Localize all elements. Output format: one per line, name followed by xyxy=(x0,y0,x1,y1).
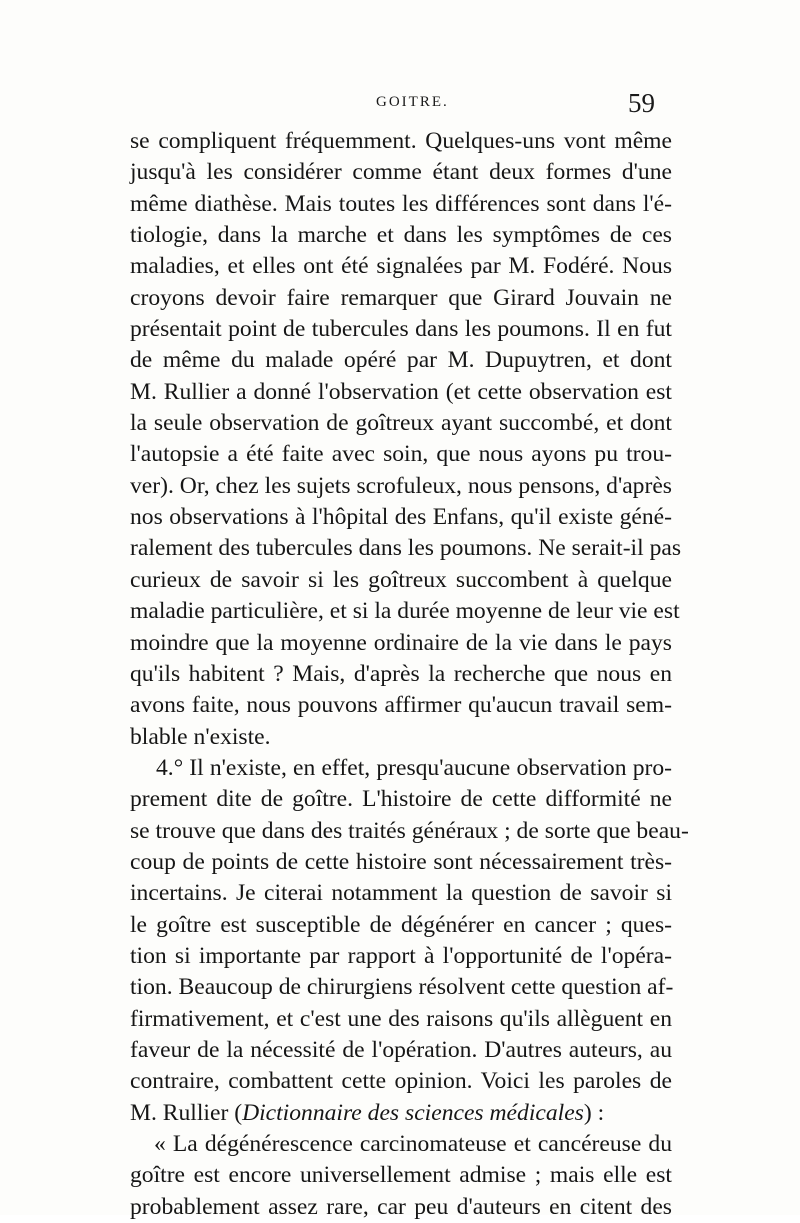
text-line: la seule observation de goîtreux ayant succombé, et dont xyxy=(130,410,672,437)
text-line: probablement assez rare, car peu d'auteurs en citent des xyxy=(130,1193,672,1220)
text-line: tiologie, dans la marche et dans les symptômes de ces xyxy=(130,222,672,249)
page-header xyxy=(0,88,800,128)
text-line: même diathèse. Mais toutes les différences sont dans l'é- xyxy=(130,190,672,217)
text-line: nos observations à l'hôpital des Enfans, qu'il existe géné- xyxy=(130,504,672,531)
quotation-start-line: « La dégénérescence carcinomateuse et cancéreuse du xyxy=(154,1131,672,1157)
text-line: firmativement, et c'est une des raisons qu'ils allèguent en xyxy=(130,1005,672,1032)
text-line: croyons devoir faire remarquer que Girard Jouvain ne xyxy=(130,284,672,311)
text-line: incertains. Je citerai notamment la question de savoir si xyxy=(130,880,672,907)
text-line: M. Rullier a donné l'observation (et cette observation est xyxy=(130,378,672,405)
text-line: ver). Or, chez les sujets scrofuleux, nous pensons, d'après xyxy=(130,472,672,499)
text-line: goître est encore universellement admise ; mais elle est xyxy=(130,1162,672,1189)
text-line: contraire, combattent cette opinion. Voici les paroles de xyxy=(130,1068,672,1095)
text-line: coup de points de cette histoire sont nécessairement très- xyxy=(130,848,672,875)
text-line: qu'ils habitent ? Mais, d'après la recherche que nous en xyxy=(130,660,672,687)
text-line: curieux de savoir si les goîtreux succombent à quelque xyxy=(130,566,672,593)
text-line: moindre que la moyenne ordinaire de la vie dans le pays xyxy=(130,629,672,656)
text-line: avons faite, nous pouvons affirmer qu'aucun travail sem- xyxy=(130,692,672,719)
text-line: se compliquent fréquemment. Quelques-uns vont même xyxy=(130,128,672,154)
text-line: l'autopsie a été faite avec soin, que nous ayons pu trou- xyxy=(130,441,672,468)
text-line: tion. Beaucoup de chirurgiens résolvent cette question af- xyxy=(130,974,674,1001)
text-line: ralement des tubercules dans les poumons. Ne serait-il pas xyxy=(130,535,682,562)
text-line: maladies, et elles ont été signalées par M. Fodéré. Nous xyxy=(130,253,672,280)
paragraph-start-line: 4.° Il n'existe, en effet, presqu'aucune observation pro- xyxy=(156,754,672,781)
text-line: jusqu'à les considérer comme étant deux formes d'une xyxy=(130,159,672,186)
text-line: faveur de la nécessité de l'opération. D'autres auteurs, au xyxy=(130,1036,672,1063)
text-line: tion si importante par rapport à l'opportunité de l'opéra- xyxy=(130,942,672,969)
text-line: se trouve que dans des traités généraux ; de sorte que beau- xyxy=(130,817,689,844)
running-head: GOITRE. xyxy=(376,94,449,110)
text-line: prement dite de goître. L'histoire de cette difformité ne xyxy=(130,786,672,813)
text-line: le goître est susceptible de dégénérer en cancer ; ques- xyxy=(130,911,672,938)
page-number: 59 xyxy=(628,88,655,118)
text-line: maladie particulière, et si la durée moyenne de leur vie est xyxy=(130,598,680,625)
paragraph-end-line: blable n'existe. xyxy=(130,723,271,750)
text-line: présentait point de tubercules dans les poumons. Il en fut xyxy=(130,316,672,343)
citation-line: M. Rullier (Dictionnaire des sciences médicales) : xyxy=(130,1099,605,1126)
body-text xyxy=(130,126,689,1223)
text-line: de même du malade opéré par M. Dupuytren, et dont xyxy=(130,347,672,374)
cited-work-title: Dictionnaire des sciences médicales xyxy=(242,1099,584,1126)
